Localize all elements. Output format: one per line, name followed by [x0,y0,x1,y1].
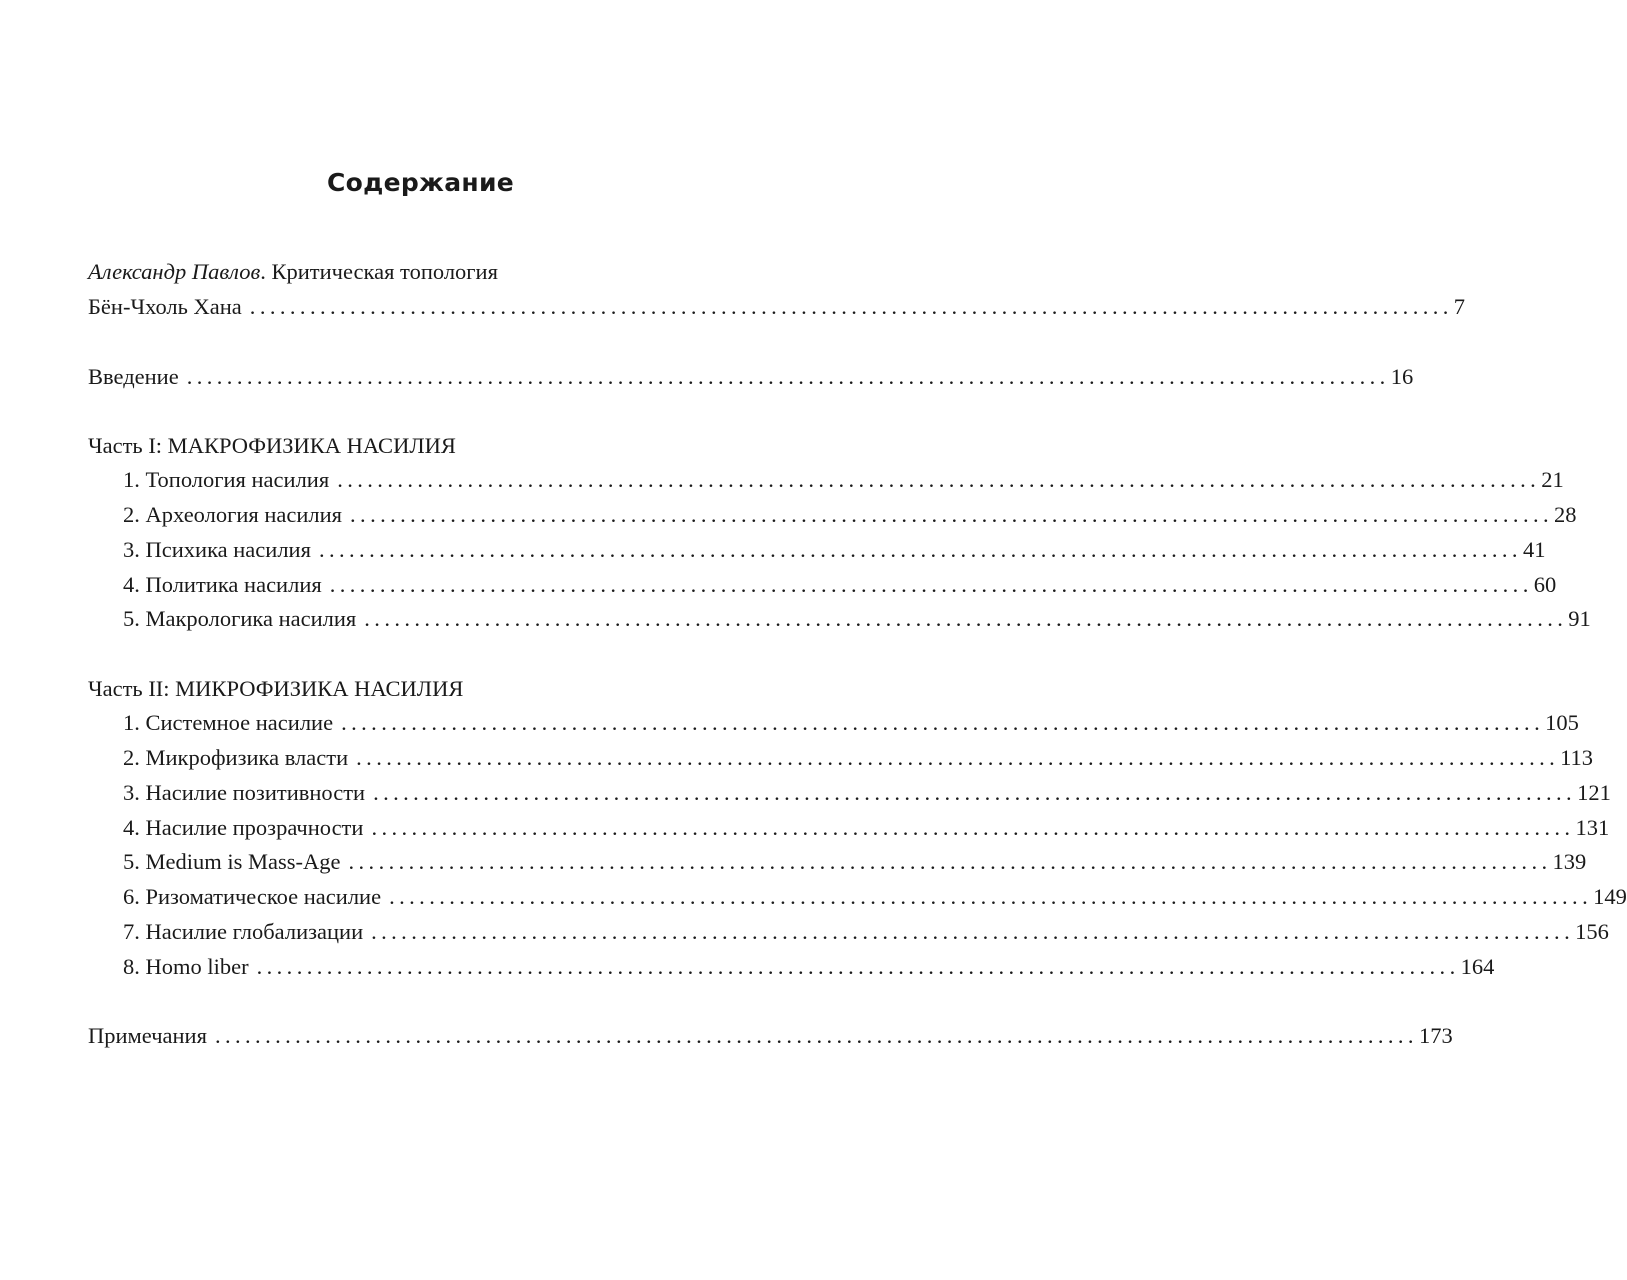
dot-leader: ........................................................................................................................ [337,467,1541,492]
toc-entry[interactable] [123,952,1495,982]
dot-leader: ........................................................................................................................ [350,502,1554,527]
preface-title-part1: . Критическая топология [260,259,498,284]
dot-leader: ........................................................................................................................ [186,364,1390,389]
toc-entry-notes[interactable] [88,1021,1453,1051]
part1-heading: Часть I: МАКРОФИЗИКА НАСИЛИЯ [88,433,456,458]
toc-entry[interactable] [123,708,1579,738]
page-number: 173 [1418,1023,1453,1048]
entry-label: 1. Системное насилие [123,710,334,735]
page-number: 113 [1560,745,1594,770]
page-number: 28 [1554,502,1577,527]
dot-leader: ........................................................................................................................ [389,884,1593,909]
toc-entry[interactable] [123,743,1594,773]
dot-leader: ........................................................................................................................ [373,780,1577,805]
toc-entry[interactable] [123,882,1627,912]
page-number: 121 [1577,780,1611,805]
dot-leader: ........................................................................................................................ [249,294,1453,319]
entry-label: 4. Насилие прозрачности [123,815,364,840]
page-number: 16 [1390,364,1414,389]
dot-leader: ........................................................................................................................ [371,815,1575,840]
page-number: 105 [1545,710,1579,735]
entry-label: 5. Medium is Mass-Age [123,849,341,874]
entry-label: 2. Микрофизика власти [123,745,349,770]
toc-entry[interactable] [123,570,1557,600]
toc-entry[interactable] [123,465,1564,495]
preface-title-line1 [88,257,498,287]
toc-entry[interactable] [123,847,1587,877]
dot-leader: ........................................................................................................................ [371,919,1575,944]
page-number: 131 [1575,815,1610,840]
toc-entry[interactable] [123,813,1610,843]
entry-label: 4. Политика насилия [123,572,322,597]
preface-title-line2: Бён-Чхоль Хана [88,294,242,319]
page-number: 21 [1541,467,1564,492]
preface-author: Александр Павлов [88,259,261,284]
page-number: 149 [1593,884,1627,909]
dot-leader: ........................................................................................................................ [329,572,1533,597]
dot-leader: ........................................................................................................................ [318,537,1522,562]
entry-label: 3. Насилие позитивности [123,780,366,805]
page-number: 91 [1568,606,1591,631]
toc-entry[interactable] [123,500,1577,530]
page-number: 7 [1453,294,1466,319]
entry-label: Введение [88,364,179,389]
toc-entry[interactable] [123,604,1591,634]
page-number: 164 [1460,954,1495,979]
toc-title: Содержание [326,168,515,197]
entry-label: Примечания [88,1023,207,1048]
entry-label: 6. Ризоматическое насилие [123,884,382,909]
entry-label: 8. Homo liber [123,954,249,979]
dot-leader: ........................................................................................................................ [364,606,1568,631]
toc-entry[interactable] [123,535,1546,565]
preface-entry-line1 [88,257,698,287]
entry-label: 1. Топология насилия [123,467,330,492]
entry-label: 5. Макрологика насилия [123,606,357,631]
entry-label: 7. Насилие глобализации [123,919,364,944]
dot-leader: ........................................................................................................................ [256,954,1460,979]
page-number: 60 [1533,572,1557,597]
toc-entry[interactable] [123,917,1609,947]
page-number: 41 [1522,537,1546,562]
dot-leader: ........................................................................................................................ [214,1023,1418,1048]
dot-leader: ........................................................................................................................ [341,710,1545,735]
entry-label: 3. Психика насилия [123,537,311,562]
entry-label: 2. Археология насилия [123,502,343,527]
dot-leader: ........................................................................................................................ [356,745,1560,770]
toc-entry[interactable] [123,778,1611,808]
toc-entry-intro[interactable] [88,362,1414,392]
part2-heading: Часть II: МИКРОФИЗИКА НАСИЛИЯ [88,676,464,701]
toc-entry-preface[interactable] [88,292,1466,322]
page-number: 139 [1552,849,1587,874]
dot-leader: ........................................................................................................................ [348,849,1552,874]
page-number: 156 [1575,919,1609,944]
